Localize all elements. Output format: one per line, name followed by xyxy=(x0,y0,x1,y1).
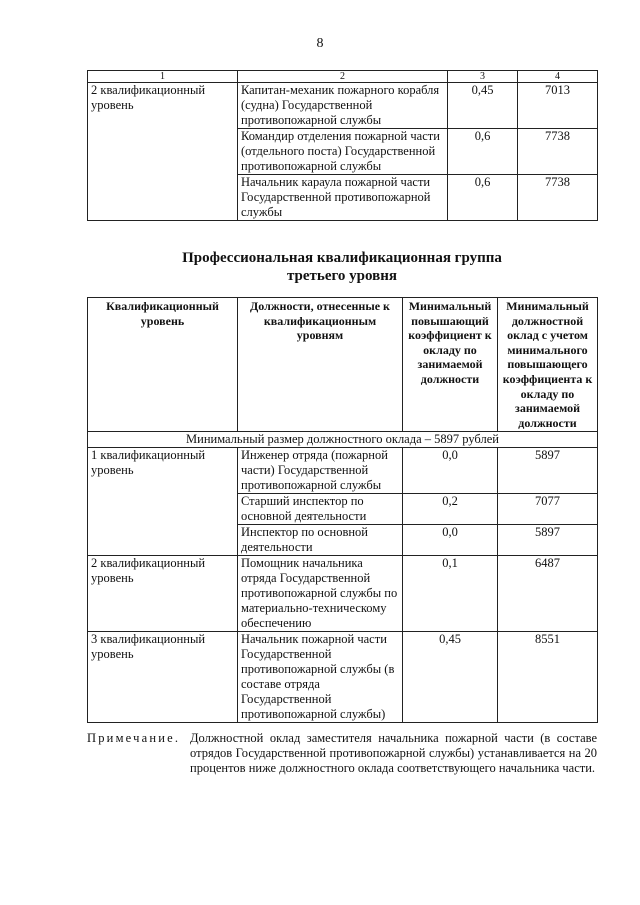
salary-cell: 5897 xyxy=(498,525,598,556)
column-header: Минимальный повышающий коэффициент к окладу по занимаемой должности xyxy=(403,298,498,432)
salary-cell: 7738 xyxy=(518,129,598,175)
note-label: Примечание. xyxy=(87,731,181,745)
position-cell: Капитан-механик пожарного корабля (судна) Государственной противопожарной службы xyxy=(238,83,448,129)
salary-table-continued xyxy=(87,70,598,221)
position-cell: Командир отделения пожарной части (отдельного поста) Государственной противопожарной службы xyxy=(238,129,448,175)
coefficient-cell: 0,6 xyxy=(448,129,518,175)
salary-cell: 5897 xyxy=(498,448,598,494)
coefficient-cell: 0,45 xyxy=(403,632,498,723)
table-row xyxy=(88,448,598,494)
coefficient-cell: 0,6 xyxy=(448,175,518,221)
section-title xyxy=(87,249,597,285)
min-salary-row xyxy=(88,432,598,448)
table-header-row xyxy=(88,298,598,432)
column-number-row xyxy=(88,71,598,83)
column-header: Должности, отнесенные к квалификационным уровням xyxy=(238,298,403,432)
table-row xyxy=(88,632,598,723)
column-number: 2 xyxy=(238,71,448,83)
qualification-level-cell: 3 квалификационный уровень xyxy=(88,632,238,723)
position-cell: Инженер отряда (пожарной части) Государственной противопожарной службы xyxy=(238,448,403,494)
salary-cell: 6487 xyxy=(498,556,598,632)
position-cell: Старший инспектор по основной деятельности xyxy=(238,494,403,525)
section-title-line: третьего уровня xyxy=(286,268,398,284)
note-text: Должностной оклад заместителя начальника пожарной части (в составе отрядов Государственной противопожарной службы) устанавливается на 20 процентов ниже должностного оклада соответствующего начальника части. xyxy=(190,731,597,775)
column-header: Квалификационный уровень xyxy=(88,298,238,432)
column-number: 4 xyxy=(518,71,598,83)
section-title-line: Профессиональная квалификационная группа xyxy=(182,250,502,266)
table-row xyxy=(88,83,598,129)
qualification-level-cell: 1 квалификационный уровень xyxy=(88,448,238,556)
min-salary-cell: Минимальный размер должностного оклада – 5897 рублей xyxy=(88,432,598,448)
coefficient-cell: 0,0 xyxy=(403,448,498,494)
salary-cell: 7738 xyxy=(518,175,598,221)
page-number: 8 xyxy=(316,36,324,51)
position-cell: Начальник караула пожарной части Государственной противопожарной службы xyxy=(238,175,448,221)
salary-cell: 7013 xyxy=(518,83,598,129)
coefficient-cell: 0,0 xyxy=(403,525,498,556)
coefficient-cell: 0,2 xyxy=(403,494,498,525)
column-number: 1 xyxy=(88,71,238,83)
position-cell: Начальник пожарной части Государственной противопожарной службы (в составе отряда Государственной противопожарной службы) xyxy=(238,632,403,723)
table-row xyxy=(88,556,598,632)
coefficient-cell: 0,45 xyxy=(448,83,518,129)
column-header: Минимальный должностной оклад с учетом минимального повышающего коэффициента к окладу по занимаемой должности xyxy=(498,298,598,432)
salary-cell: 7077 xyxy=(498,494,598,525)
footnote xyxy=(87,731,597,776)
column-number: 3 xyxy=(448,71,518,83)
qualification-level-cell: 2 квалификационный уровень xyxy=(88,556,238,632)
qualification-level-cell: 2 квалификационный уровень xyxy=(88,83,238,221)
salary-table-third-level xyxy=(87,297,598,723)
position-cell: Помощник начальника отряда Государственной противопожарной службы по материально-техническому обеспечению xyxy=(238,556,403,632)
position-cell: Инспектор по основной деятельности xyxy=(238,525,403,556)
coefficient-cell: 0,1 xyxy=(403,556,498,632)
salary-cell: 8551 xyxy=(498,632,598,723)
